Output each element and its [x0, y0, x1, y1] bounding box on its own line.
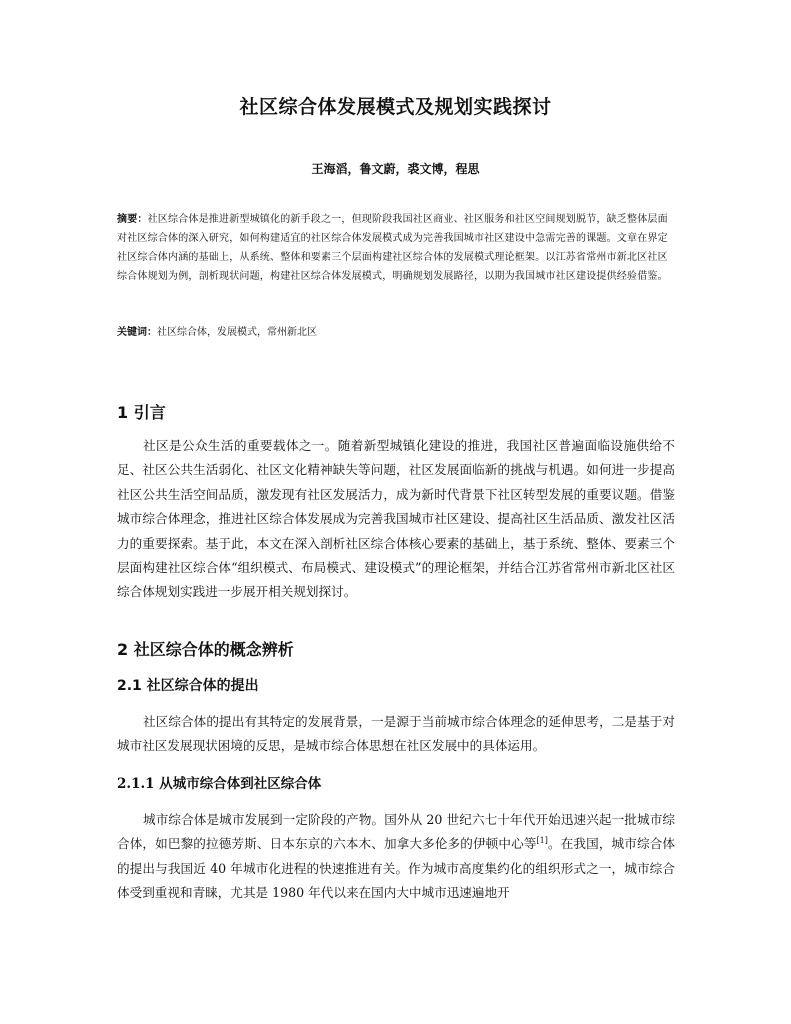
- section-2-1-1-heading: 2.1.1 从城市综合体到社区综合体: [117, 776, 322, 792]
- abstract-block: [117, 210, 677, 286]
- author-list: 王海滔，鲁文蔚，裘文博，程思: [311, 162, 480, 176]
- keywords-label: 关键词：: [117, 327, 157, 338]
- section-2-1-heading: 2.1 社区综合体的提出: [117, 678, 259, 694]
- section-2-1-paragraph: 社区综合体的提出有其特定的发展背景，一是源于当前城市综合体理念的延伸思考，二是基于对城市社区发展现状困境的反思，是城市综合体思想在社区发展中的具体运用。: [117, 714, 675, 754]
- section-2-heading: 2 社区综合体的概念辨析: [117, 640, 294, 659]
- abstract-label: 摘要：: [117, 214, 148, 225]
- section-2-1-1-paragraph: [117, 808, 675, 906]
- section-1-heading: 1 引言: [117, 403, 166, 422]
- section-2-1-1-text-a: 城市综合体是城市发展到一定阶段的产物。国外从 20 世纪六七十年代开始迅速兴起一批城市综合体，如巴黎的拉德芳斯、日本东京的六本木、加拿大多伦多的伊顿中心等: [117, 812, 675, 852]
- section-2-1-1-text-b: 。在我国，城市综合体的提出与我国近 40 年城市化进程的快速推进有关。作为城市高度集约化的组织形式之一，城市综合体受到重视和青睐，尤其是 1980 年代以来在国内大中城市迅速遍地开: [117, 836, 676, 901]
- keywords-block: [117, 325, 677, 341]
- section-1-paragraph: 社区是公众生活的重要载体之一。随着新型城镇化建设的推进，我国社区普遍面临设施供给不足、社区公共生活弱化、社区文化精神缺失等问题，社区发展面临新的挑战与机遇。如何进一步提高社区公共生活空间品质，激发现有社区发展活力，成为新时代背景下社区转型发展的重要议题。借鉴城市综合体理念，推进社区综合体发展成为完善我国城市社区建设、提高社区生活品质、激发社区活力的重要探索。基于此，本文在深入剖析社区综合体核心要素的基础上，基于系统、整体、要素三个层面构建社区综合体“组织模式、布局模式、建设模式”的理论框架，并结合江苏省常州市新北区社区综合体规划实践进一步展开相关规划探讨。: [117, 438, 675, 600]
- keywords-text: 社区综合体，发展模式，常州新北区: [157, 327, 317, 338]
- citation-ref[interactable]: [1]: [536, 836, 548, 846]
- abstract-text: 社区综合体是推进新型城镇化的新手段之一，但现阶段我国社区商业、社区服务和社区空间规划脱节，缺乏整体层面对社区综合体的深入研究，如何构建适宜的社区综合体发展模式成为完善我国城市社区建设中急需完善的课题。文章在界定社区综合体内涵的基础上，从系统、整体和要素三个层面构建社区综合体的发展模式理论框架。以江苏省常州市新北区社区综合体规划为例，剖析现状问题，构建社区综合体发展模式，明确规划发展路径，以期为我国城市社区建设提供经验借鉴。: [117, 214, 668, 282]
- paper-title: 社区综合体发展模式及规划实践探讨: [239, 96, 552, 118]
